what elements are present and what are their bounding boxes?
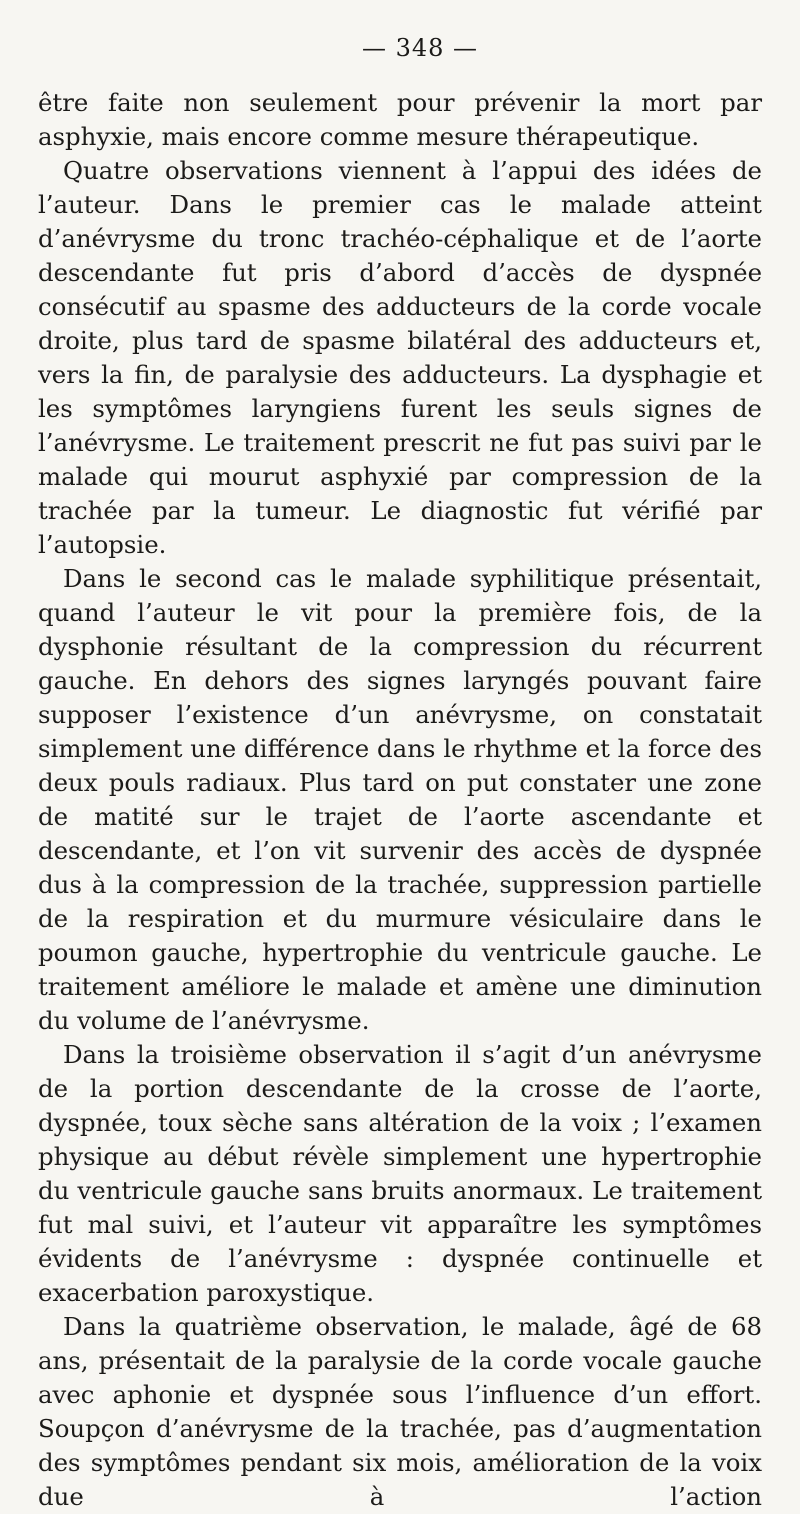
paragraph-4: Dans la troisième observation il s’agit d’un anévrysme de la portion descendante de la crosse de l’aorte, dyspnée, toux sèche sans altération de la voix ; l’examen physique au début révèle simplement une hypertrophie du ventricule gauche sans bruits anormaux. Le traitement fut mal suivi, et l’auteur vit apparaître les symptômes évidents de l’anévrysme : dyspnée continuelle et exacerbation paroxystique. <box>38 1040 762 1307</box>
paragraph-2: Quatre observations viennent à l’appui des idées de l’auteur. Dans le premier cas le malade atteint d’anévrysme du tronc trachéo-céphalique et de l’aorte descendante fut pris d’abord d’accès de dyspnée consécutif au spasme des adducteurs de la corde vocale droite, plus tard de spasme bilatéral des adducteurs et, vers la fin, de paralysie des adducteurs. La dysphagie et les symptômes laryngiens furent les seuls signes de l’anévrysme. Le traitement prescrit ne fut pas suivi par le malade qui mourut asphyxié par compression de la trachée par la tumeur. Le diagnostic fut vérifié par l’autopsie. <box>38 156 762 559</box>
paragraph-5: Dans la quatrième observation, le malade, âgé de 68 ans, présentait de la paralysie de la corde vocale gauche avec aphonie et dyspnée sous l’influence d’un effort. Soupçon d’anévrysme de la trachée, pas d’augmentation des symptômes pendant six mois, amélioration de la voix due à l’action <box>38 1312 762 1511</box>
paragraph-1: être faite non seulement pour prévenir la mort par asphyxie, mais encore comme mesure thérapeutique. <box>38 88 762 151</box>
paragraph-3: Dans le second cas le malade syphilitique présentait, quand l’auteur le vit pour la première fois, de la dysphonie résultant de la compression du récurrent gauche. En dehors des signes laryngés pouvant faire supposer l’existence d’un anévrysme, on constatait simplement une différence dans le rhythme et la force des deux pouls radiaux. Plus tard on put constater une zone de matité sur le trajet de l’aorte ascendante et descendante, et l’on vit survenir des accès de dyspnée dus à la compression de la trachée, suppression partielle de la respiration et du murmure vésiculaire dans le poumon gauche, hypertrophie du ventricule gauche. Le traitement améliore le malade et amène une diminution du volume de l’anévrysme. <box>38 564 762 1035</box>
page-number: — 348 — <box>361 34 479 62</box>
